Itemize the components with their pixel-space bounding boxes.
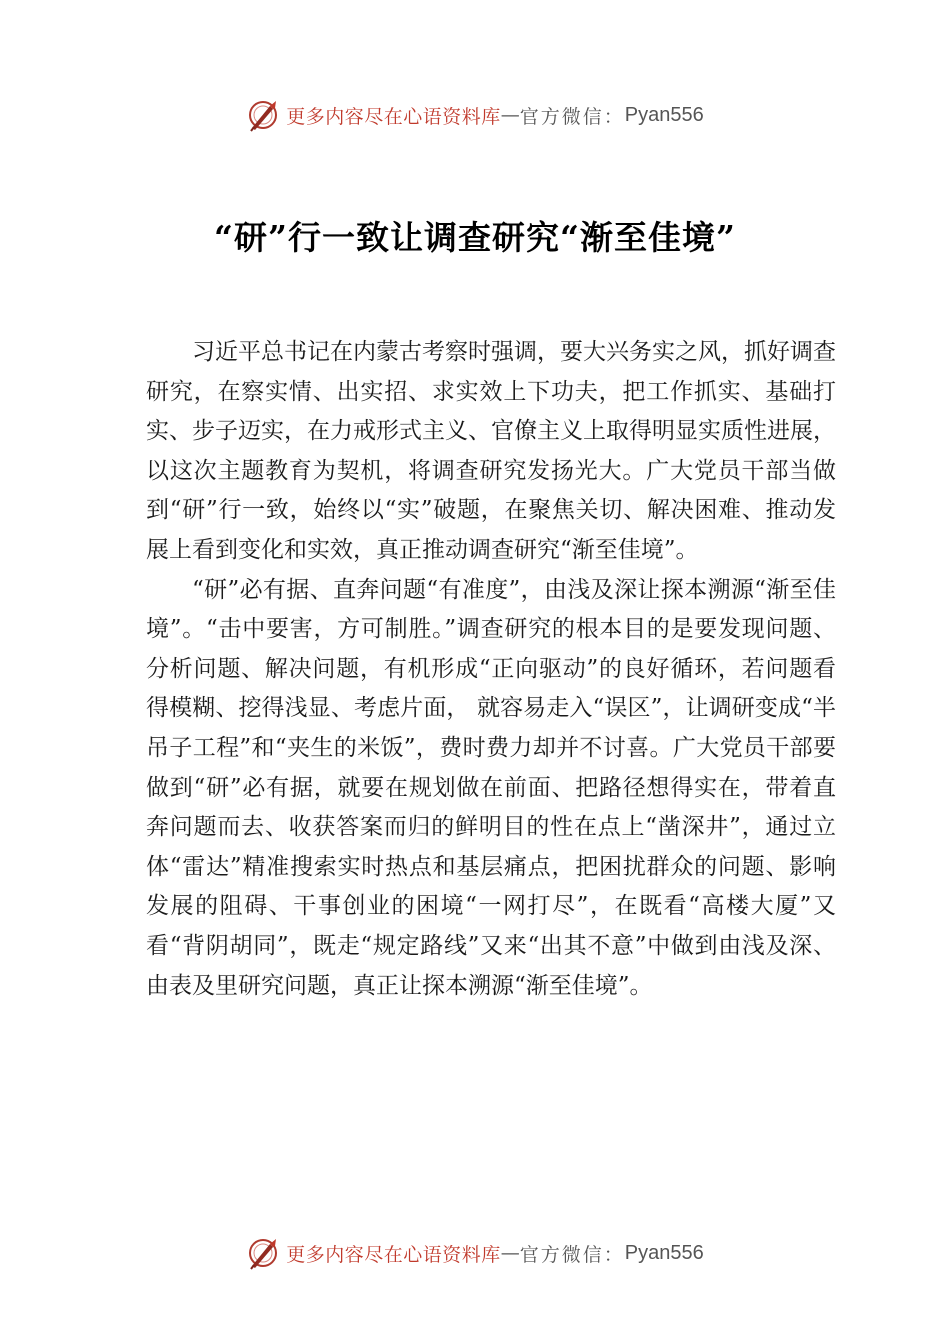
wechat-id: Pyan556 [624,103,704,126]
quill-pen-logo-icon [246,1236,280,1270]
paragraph-1: 习近平总书记在内蒙古考察时强调，要大兴务实之风，抓好调查研究，在察实情、出实招、求实效上下功夫，把工作抓实、基础打实、步子迈实，在力戒形式主义、官僚主义上取得明显实质性进展，以这次主题教育为契机，将调查研究发扬光大。广大党员干部当做到“研”行一致，始终以“实”破题，在聚焦关切、解决困难、推动发展上看到变化和实效，真正推动调查研究“渐至佳境”。 [146,339,836,563]
separator: — [500,1242,520,1264]
document-title: “研”行一致让调查研究“渐至佳境” [214,218,736,257]
quill-pen-logo-icon [246,98,280,132]
brand-text: 更多内容尽在心语资料库 [286,105,501,128]
wechat-label: 官方微信： [519,105,625,128]
wechat-label: 官方微信： [519,1243,625,1266]
wechat-id: Pyan556 [624,1241,704,1264]
document-body [146,333,836,1006]
footer-banner [0,1233,950,1273]
separator: — [500,104,520,126]
header-banner [0,95,950,135]
brand-text: 更多内容尽在心语资料库 [286,1243,501,1266]
paragraph-2: “研”必有据、直奔问题“有准度”，由浅及深让探本溯源“渐至佳境”。“击中要害，方可制胜。”调查研究的根本目的是要发现问题、分析问题、解决问题，有机形成“正向驱动”的良好循环，若问题看得模糊、挖得浅显、考虑片面， 就容易走入“误区”，让调研变成“半吊子工程”和“夹生的米饭”，费时费力却并不讨喜。广大党员干部要做到“研”必有据，就要在规划做在前面、把路径想得实在，带着直奔问题而去、收获答案而归的鲜明目的性在点上“凿深井”，通过立体“雷达”精准搜索实时热点和基层痛点，把困扰群众的问题、影响发展的阻碍、干事创业的困境“一网打尽”，在既看“高楼大厦”又看“背阴胡同”，既走“规定路线”又来“出其不意”中做到由浅及深、由表及里研究问题，真正让探本溯源“渐至佳境”。 [146,576,836,999]
